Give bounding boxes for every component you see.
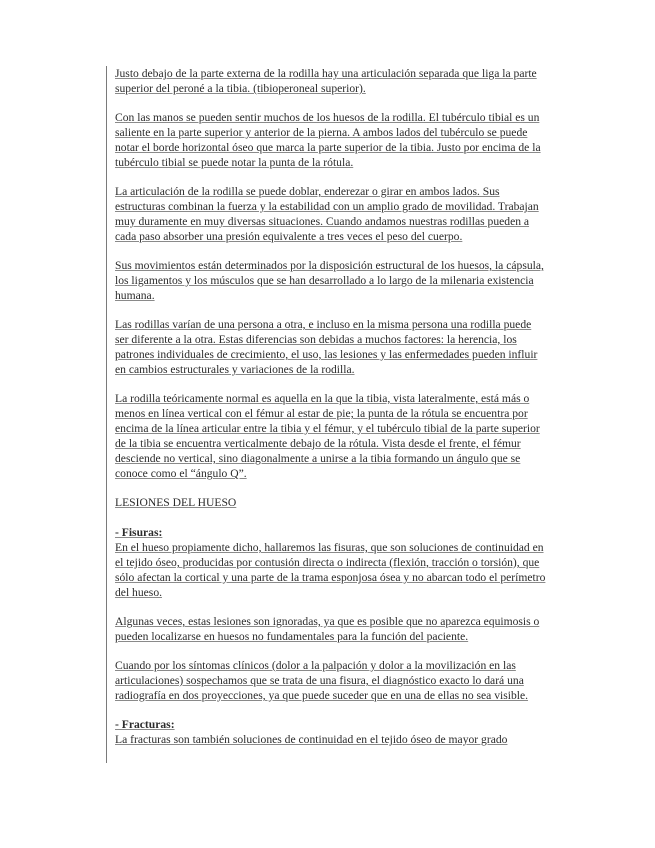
paragraph-fisuras-definition: En el hueso propiamente dicho, hallaremos las fisuras, que son soluciones de continuidad en el tejido óseo, producidas por contusión directa o indirecta (flexión, tracción o torsión), que sólo afectan la cortical y una parte de la trama esponjosa ósea y no abarcan todo el perímetro del hueso. — [115, 541, 546, 599]
paragraph-knee-movement: La articulación de la rodilla se puede doblar, enderezar o girar en ambos lados. Sus estructuras combinan la fuerza y la estabilidad con un amplio grado de movilidad. Trabajan muy duramente en muy diversas situaciones. Cuando andamos nuestras rodillas pueden a cada paso absorber una presión equivalente a tres veces el peso del cuerpo. — [115, 185, 539, 243]
paragraph-variation: Las rodillas varían de una persona a otra, e incluso en la misma persona una rodilla puede ser diferente a la otra. Estas diferencias son debidas a muchos factores: la herencia, los patrones individuales de crecimiento, el uso, las lesiones y las enfermedades pueden influir en cambios estructurales y variaciones de la rodilla. — [115, 318, 538, 376]
document-body — [115, 66, 547, 747]
paragraph-tibioperoneal: Justo debajo de la parte externa de la rodilla hay una articulación separada que liga la parte superior del peroné a la tibia. (tibioperoneal superior). — [115, 67, 537, 95]
section-heading: LESIONES DEL HUESO — [115, 496, 237, 509]
fracturas-heading: - Fracturas: — [115, 718, 175, 731]
paragraph-fisuras-diagnosis: Cuando por los síntomas clínicos (dolor a la palpación y dolor a la movilización en las articulaciones) sospechamos que se trata de una fisura, el diagnóstico exacto lo dará una radiografía en dos proyecciones, ya que puede suceder que en una de ellas no sea visible. — [115, 659, 529, 702]
paragraph-fracturas: La fracturas son también soluciones de continuidad en el tejido óseo de mayor grado — [115, 733, 508, 746]
paragraph-normal-knee: La rodilla teóricamente normal es aquella en la que la tibia, vista lateralmente, está más o menos en línea vertical con el fémur al estar de pie; la punta de la rótula se encuentra por encima de la línea articular entre la tibia y el fémur, y el tubérculo tibial de la parte superior de la tibia se encuentra verticalmente debajo de la rótula. Vista desde el frente, el fémur desciende no vertical, sino diagonalmente a unirse a la tibia formando un ángulo que se conoce como el “ángulo Q”. — [115, 392, 540, 480]
paragraph-structure: Sus movimientos están determinados por la disposición estructural de los huesos, la cápsula, los ligamentos y los músculos que se han desarrollado a lo largo de la milenaria existencia humana. — [115, 259, 544, 302]
change-bar-rule — [106, 66, 107, 763]
paragraph-palpation: Con las manos se pueden sentir muchos de los huesos de la rodilla. El tubérculo tibial es un saliente en la parte superior y anterior de la pierna. A ambos lados del tubérculo se puede notar el borde horizontal óseo que marca la parte superior de la tibia. Justo por encima de la tubérculo tibial se puede notar la punta de la rótula. — [115, 111, 541, 169]
fisuras-heading: - Fisuras: — [115, 526, 163, 539]
paragraph-fisuras-ignored: Algunas veces, estas lesiones son ignoradas, ya que es posible que no aparezca equimosis o pueden localizarse en huesos no fundamentales para la función del paciente. — [115, 615, 540, 643]
